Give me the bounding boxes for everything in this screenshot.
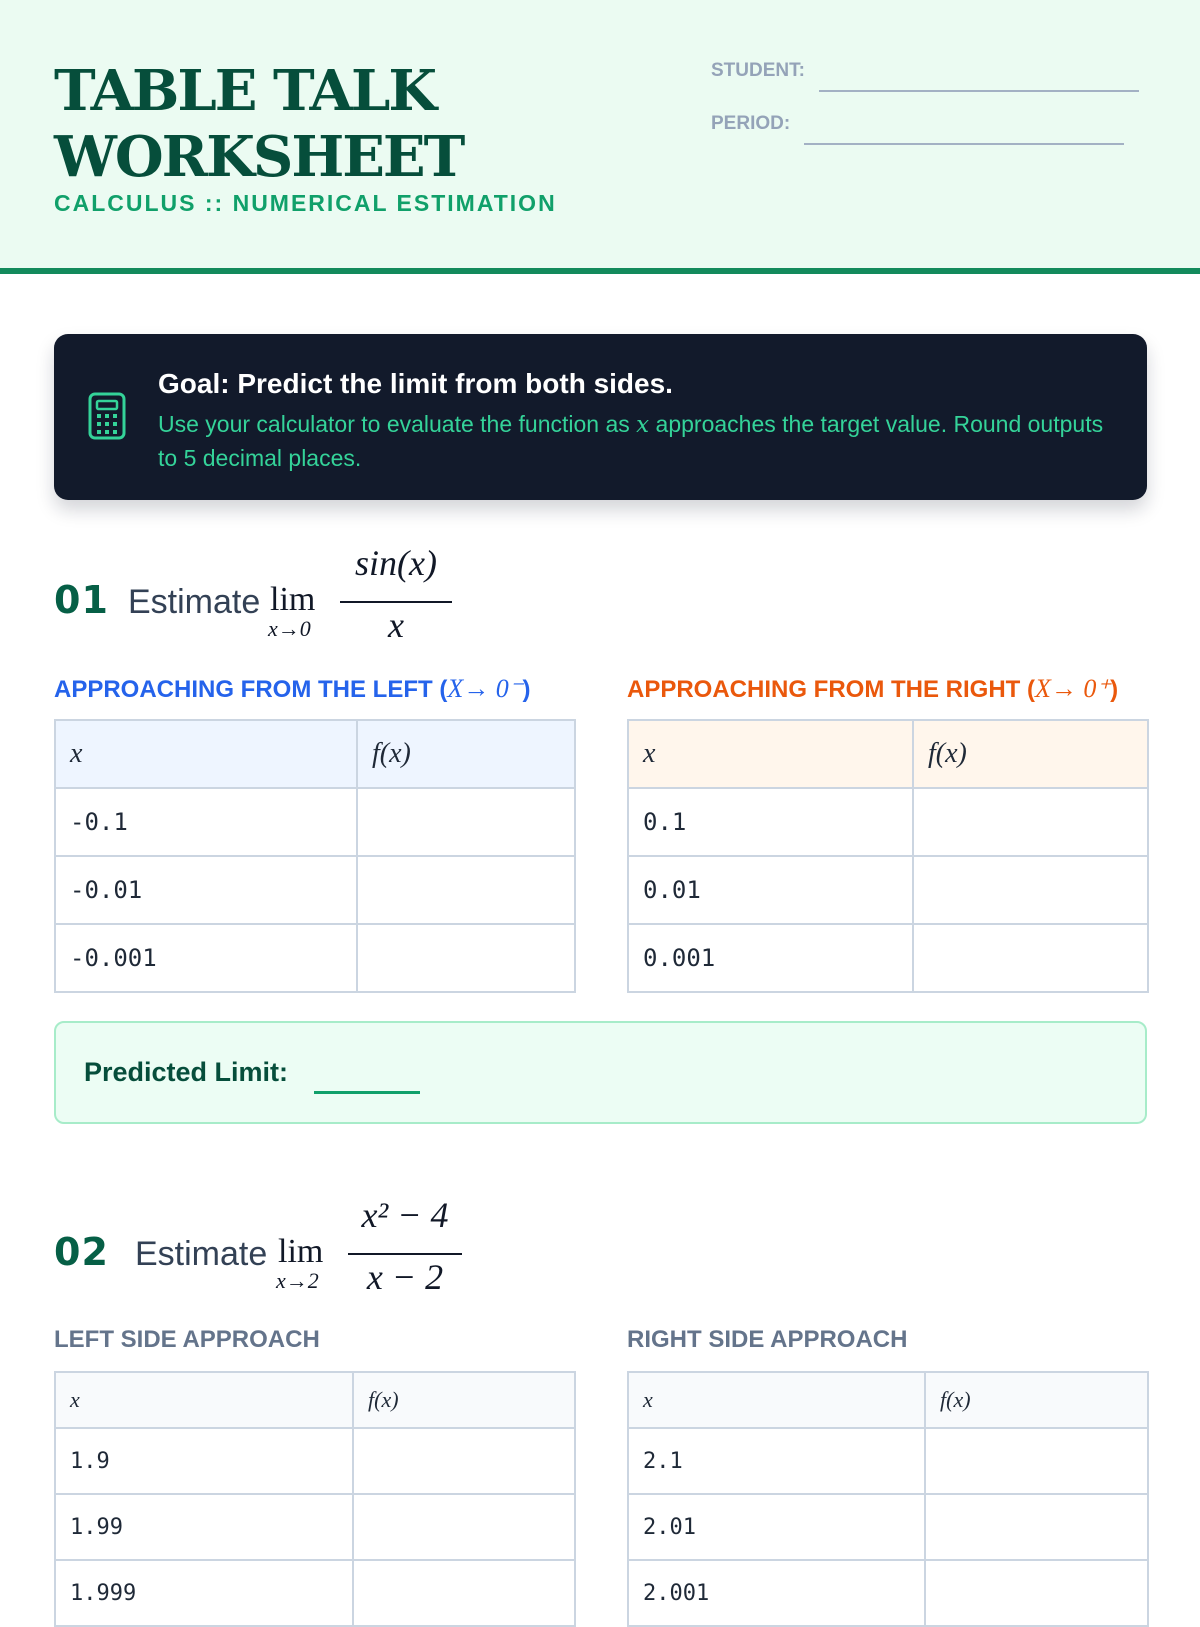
- fx-answer-cell[interactable]: [353, 1560, 575, 1626]
- column-header-x: x: [55, 1372, 353, 1428]
- period-field: [711, 113, 1124, 145]
- limit-formula: lim x→0 sin(x) x: [270, 548, 460, 648]
- left-values-table: [54, 719, 576, 993]
- student-field: [711, 60, 1139, 92]
- x-value: 0.1: [628, 788, 913, 856]
- worksheet-title: TABLE TALK WORKSHEET: [54, 58, 464, 190]
- column-header-x: x: [55, 720, 357, 788]
- fx-answer-cell[interactable]: [925, 1494, 1148, 1560]
- goal-instructions: Use your calculator to evaluate the function as x approaches the target value. Round outputs to 5 decimal places.: [158, 411, 1104, 471]
- table-row: [628, 1560, 1148, 1626]
- fx-answer-cell[interactable]: [913, 788, 1148, 856]
- table-row: [55, 1494, 575, 1560]
- column-header-fx: f(x): [357, 720, 575, 788]
- x-value: 0.001: [628, 924, 913, 992]
- right-values-table: [627, 719, 1149, 993]
- x-value: 2.01: [628, 1494, 925, 1560]
- fx-answer-cell[interactable]: [353, 1428, 575, 1494]
- left-values-table: [54, 1371, 576, 1627]
- predicted-limit-box: [54, 1021, 1147, 1124]
- x-value: 1.9: [55, 1428, 353, 1494]
- goal-title: Goal: Predict the limit from both sides.: [158, 368, 673, 399]
- worksheet-header: [0, 0, 1200, 274]
- column-header-fx: f(x): [353, 1372, 575, 1428]
- limit-formula: lim x→2 x² − 4 x − 2: [278, 1200, 478, 1300]
- table-header-row: [55, 720, 575, 788]
- fx-answer-cell[interactable]: [913, 856, 1148, 924]
- predicted-limit-label: Predicted Limit:: [84, 1057, 289, 1087]
- left-approach-label: LEFT SIDE APPROACH: [54, 1326, 320, 1353]
- table-row: [55, 1560, 575, 1626]
- column-header-fx: f(x): [913, 720, 1148, 788]
- table-row: [55, 924, 575, 992]
- fx-answer-cell[interactable]: [357, 788, 575, 856]
- table-row: [628, 856, 1148, 924]
- right-approach-label: RIGHT SIDE APPROACH: [627, 1326, 908, 1353]
- table-row: [628, 788, 1148, 856]
- table-row: [628, 1428, 1148, 1494]
- x-value: 2.001: [628, 1560, 925, 1626]
- fx-answer-cell[interactable]: [353, 1494, 575, 1560]
- table-row: [55, 856, 575, 924]
- student-input-line[interactable]: [819, 62, 1139, 92]
- right-values-table: [627, 1371, 1149, 1627]
- x-value: 2.1: [628, 1428, 925, 1494]
- table-row: [628, 1494, 1148, 1560]
- x-value: 1.999: [55, 1560, 353, 1626]
- table-row: [55, 1428, 575, 1494]
- student-label: STUDENT:: [711, 60, 805, 81]
- fx-answer-cell[interactable]: [913, 924, 1148, 992]
- fx-answer-cell[interactable]: [357, 924, 575, 992]
- predicted-limit-answer-line[interactable]: [314, 1091, 420, 1094]
- fx-answer-cell[interactable]: [357, 856, 575, 924]
- column-header-x: x: [628, 1372, 925, 1428]
- table-header-row: [628, 720, 1148, 788]
- column-header-x: x: [628, 720, 913, 788]
- left-approach-label: APPROACHING FROM THE LEFT (X→ 0⁻): [54, 674, 531, 703]
- fx-answer-cell[interactable]: [925, 1428, 1148, 1494]
- period-input-line[interactable]: [804, 115, 1124, 145]
- x-value: 0.01: [628, 856, 913, 924]
- column-header-fx: f(x): [925, 1372, 1148, 1428]
- question-number: 02: [54, 1230, 109, 1274]
- table-row: [628, 924, 1148, 992]
- question-prompt: Estimate: [135, 1235, 268, 1273]
- period-label: PERIOD:: [711, 113, 791, 134]
- x-value: -0.1: [55, 788, 357, 856]
- fx-answer-cell[interactable]: [925, 1560, 1148, 1626]
- x-value: -0.01: [55, 856, 357, 924]
- worksheet-subtitle: CALCULUS :: NUMERICAL ESTIMATION: [54, 190, 557, 216]
- question-prompt: Estimate: [128, 583, 261, 621]
- x-value: 1.99: [55, 1494, 353, 1560]
- x-value: -0.001: [55, 924, 357, 992]
- right-approach-label: APPROACHING FROM THE RIGHT (X→ 0⁺): [627, 674, 1119, 703]
- table-row: [55, 788, 575, 856]
- goal-card: [54, 334, 1147, 500]
- table-header-row: [55, 1372, 575, 1428]
- table-header-row: [628, 1372, 1148, 1428]
- calculator-icon: [88, 392, 126, 440]
- question-number: 01: [54, 578, 109, 622]
